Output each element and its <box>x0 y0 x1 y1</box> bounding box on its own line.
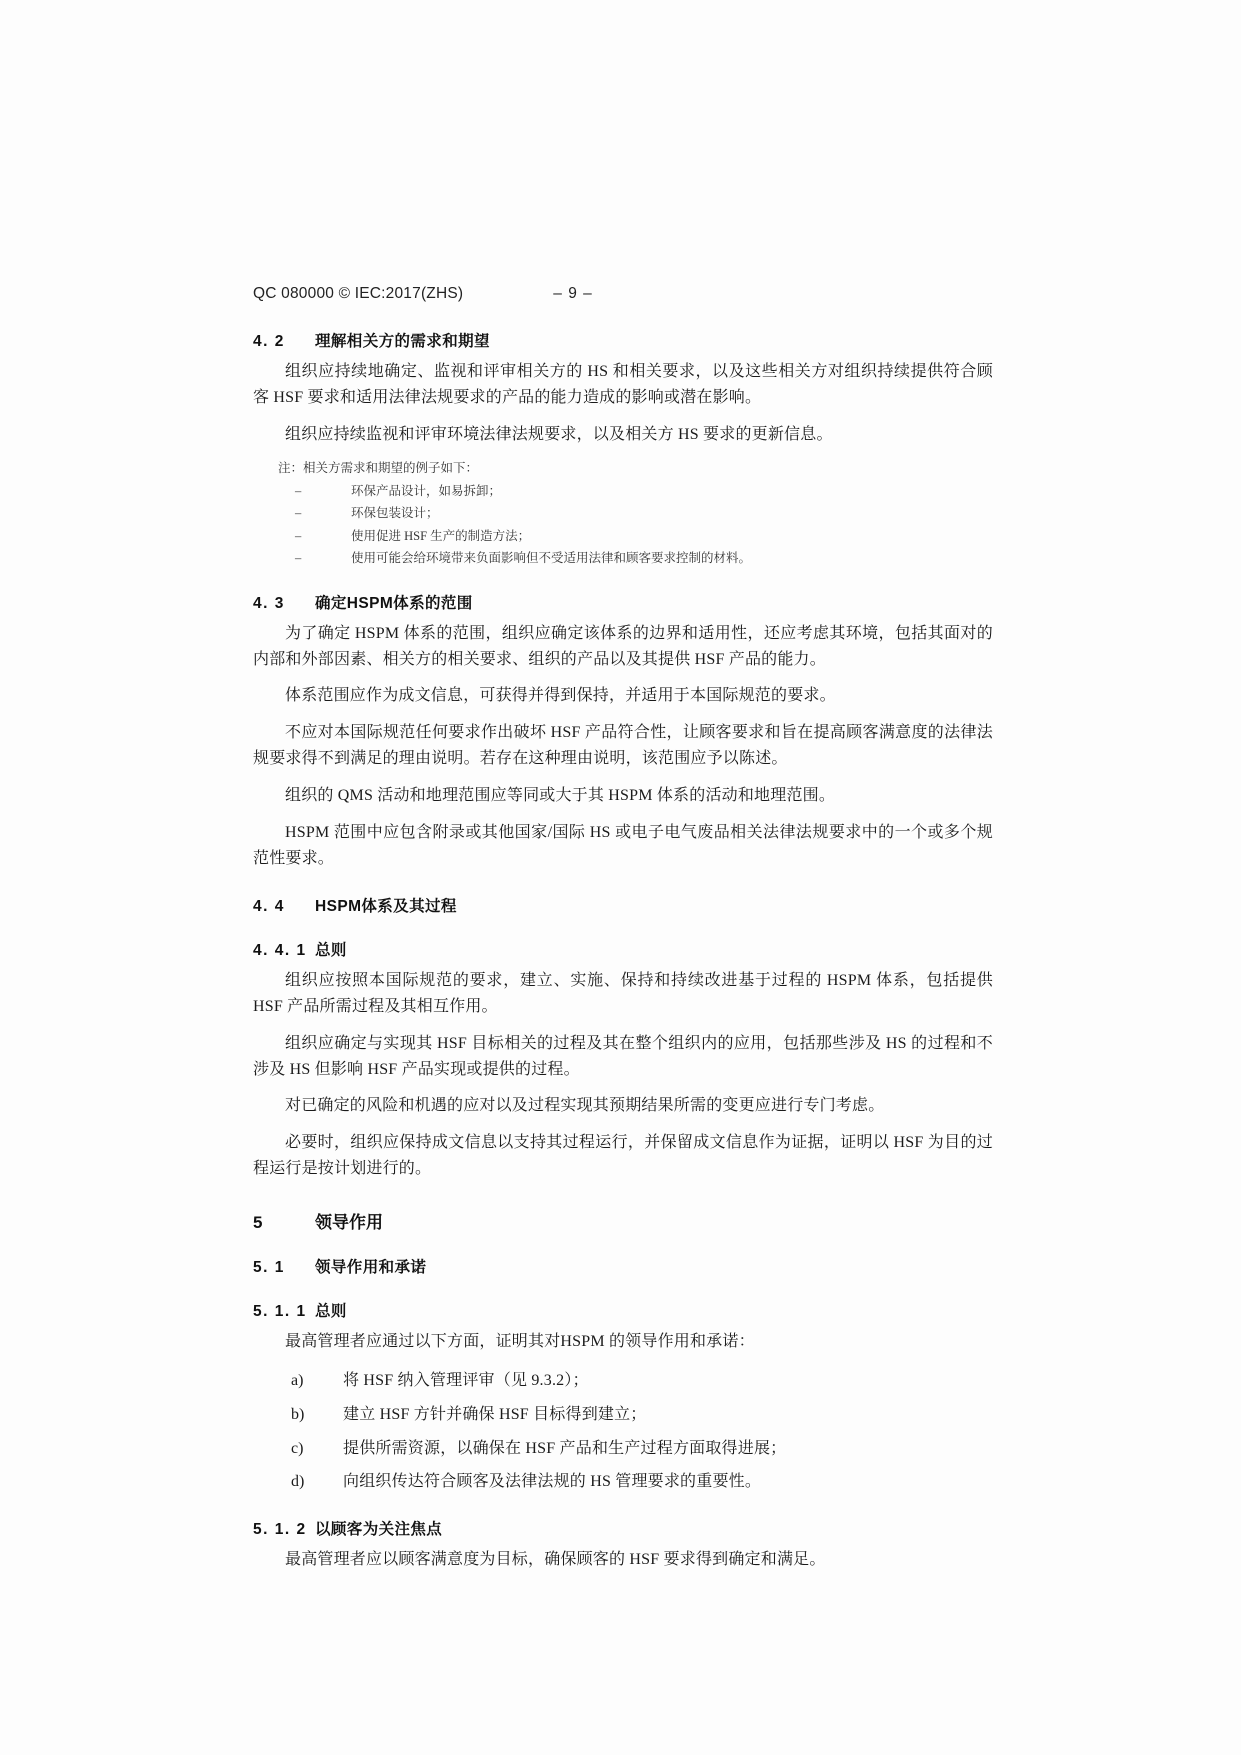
list-item-label: d) <box>291 1473 305 1491</box>
page-content <box>253 285 993 1584</box>
heading-5-1-1-number: 5. 1. 1 <box>253 1303 307 1321</box>
paragraph-4-3-3: 不应对本国际规范任何要求作出破坏 HSF 产品符合性，让顾客要求和旨在提高顾客满意度的法律法规要求得不到满足的理由说明。若存在这种理由说明，该范围应予以陈述。 <box>253 724 993 768</box>
list-item-text: 提供所需资源，以确保在 HSF 产品和生产过程方面取得进展； <box>343 1439 787 1457</box>
paragraph-4-4-1-2: 组织应确定与实现其 HSF 目标相关的过程及其在整个组织内的应用，包括那些涉及 HS 的过程和不涉及 HS 但影响 HSF 产品实现或提供的过程。 <box>253 1034 993 1078</box>
paragraph-4-3-4: 组织的 QMS 活动和地理范围应等同或大于其 HSPM 体系的活动和地理范围。 <box>285 787 836 805</box>
list-item-label: a) <box>291 1372 304 1390</box>
list-item <box>253 1437 993 1462</box>
heading-4-3 <box>253 591 993 613</box>
heading-4-4-1-number: 4. 4. 1 <box>253 941 307 959</box>
note-item <box>253 549 993 568</box>
heading-5-1-2-number: 5. 1. 2 <box>253 1521 307 1539</box>
heading-4-4-number: 4. 4 <box>253 897 285 915</box>
page-number: – 9 – <box>553 285 593 302</box>
list-item-label: c) <box>291 1439 304 1457</box>
paragraph-5-1-2: 最高管理者应以顾客满意度为目标，确保顾客的 HSF 要求得到确定和满足。 <box>285 1551 826 1569</box>
paragraph-4-4-1-4: 必要时，组织应保持成文信息以支持其过程运行，并保留成文信息作为证据，证明以 HSF 为目的过程运行是按计划进行的。 <box>253 1134 993 1178</box>
list-item-text: 建立 HSF 方针并确保 HSF 目标得到建立； <box>343 1405 647 1423</box>
heading-5-1-1 <box>253 1299 993 1321</box>
paragraph-4-3-5: HSPM 范围中应包含附录或其他国家/国际 HS 或电子电气废品相关法律法规要求中的一个或多个规范性要求。 <box>253 824 993 867</box>
heading-5-1-1-title: 总则 <box>315 1303 347 1321</box>
paragraph-5-1-1-lead: 最高管理者应通过以下方面，证明其对HSPM 的领导作用和承诺： <box>285 1333 755 1351</box>
note-item-text: 使用可能会给环境带来负面影响但不受适用法律和顾客要求控制的材料。 <box>351 551 752 566</box>
heading-5 <box>253 1208 993 1233</box>
note-item <box>253 504 993 523</box>
document-identifier: QC 080000 © IEC:2017(ZHS) <box>253 285 464 302</box>
heading-4-4-1-title: 总则 <box>315 941 347 959</box>
page-header <box>253 285 993 303</box>
heading-4-4-1 <box>253 938 993 960</box>
heading-4-4-title: HSPM体系及其过程 <box>315 897 457 915</box>
note-block-4-2 <box>253 459 993 569</box>
list-item-label: b) <box>291 1405 305 1423</box>
note-item <box>253 482 993 501</box>
paragraph-4-3-1: 为了确定 HSPM 体系的范围，组织应确定该体系的边界和适用性，还应考虑其环境，包括其面对的内部和外部因素、相关方的相关要求、组织的产品以及其提供 HSF 产品的能力。 <box>253 624 993 668</box>
dash-marker: – <box>295 528 302 543</box>
heading-4-2 <box>253 329 993 351</box>
heading-4-4 <box>253 894 993 916</box>
note-item-text: 环保产品设计，如易拆卸； <box>351 484 502 499</box>
heading-5-title: 领导作用 <box>315 1213 383 1233</box>
lettered-list-5-1-1 <box>253 1369 993 1495</box>
dash-marker: – <box>295 551 302 566</box>
paragraph-4-2-1: 组织应持续地确定、监视和评审相关方的 HS 和相关要求，以及这些相关方对组织持续提供符合顾客 HSF 要求和适用法律法规要求的产品的能力造成的影响或潜在影响。 <box>253 363 993 406</box>
heading-4-3-number: 4. 3 <box>253 594 285 612</box>
paragraph-4-2-2: 组织应持续监视和评审环境法律法规要求，以及相关方 HS 要求的更新信息。 <box>285 425 833 443</box>
list-item-text: 向组织传达符合顾客及法律法规的 HS 管理要求的重要性。 <box>343 1473 762 1491</box>
note-item-text: 使用促进 HSF 生产的制造方法； <box>351 528 531 543</box>
heading-5-1-number: 5. 1 <box>253 1259 285 1277</box>
list-item-text: 将 HSF 纳入管理评审（见 9.3.2）； <box>343 1372 589 1390</box>
list-item <box>253 1369 993 1394</box>
note-item <box>253 527 993 546</box>
note-lead: 注：相关方需求和期望的例子如下： <box>278 460 479 475</box>
heading-4-3-title: 确定HSPM体系的范围 <box>315 594 473 612</box>
heading-5-number: 5 <box>253 1213 263 1233</box>
paragraph-4-3-2: 体系范围应作为成文信息，可获得并得到保持，并适用于本国际规范的要求。 <box>285 687 836 705</box>
heading-4-2-number: 4. 2 <box>253 333 285 350</box>
paragraph-4-4-1-1: 组织应按照本国际规范的要求，建立、实施、保持和持续改进基于过程的 HSPM 体系，包括提供 HSF 产品所需过程及其相互作用。 <box>253 971 993 1015</box>
heading-4-2-title: 理解相关方的需求和期望 <box>315 333 490 350</box>
dash-marker: – <box>295 484 302 499</box>
heading-5-1-title: 领导作用和承诺 <box>315 1259 427 1277</box>
heading-5-1 <box>253 1255 993 1277</box>
list-item <box>253 1403 993 1428</box>
paragraph-4-4-1-3: 对已确定的风险和机遇的应对以及过程实现其预期结果所需的变更应进行专门考虑。 <box>285 1097 885 1115</box>
list-item <box>253 1470 993 1495</box>
heading-5-1-2-title: 以顾客为关注焦点 <box>315 1521 443 1539</box>
heading-5-1-2 <box>253 1517 993 1539</box>
dash-marker: – <box>295 506 302 521</box>
note-item-text: 环保包装设计； <box>351 506 439 521</box>
